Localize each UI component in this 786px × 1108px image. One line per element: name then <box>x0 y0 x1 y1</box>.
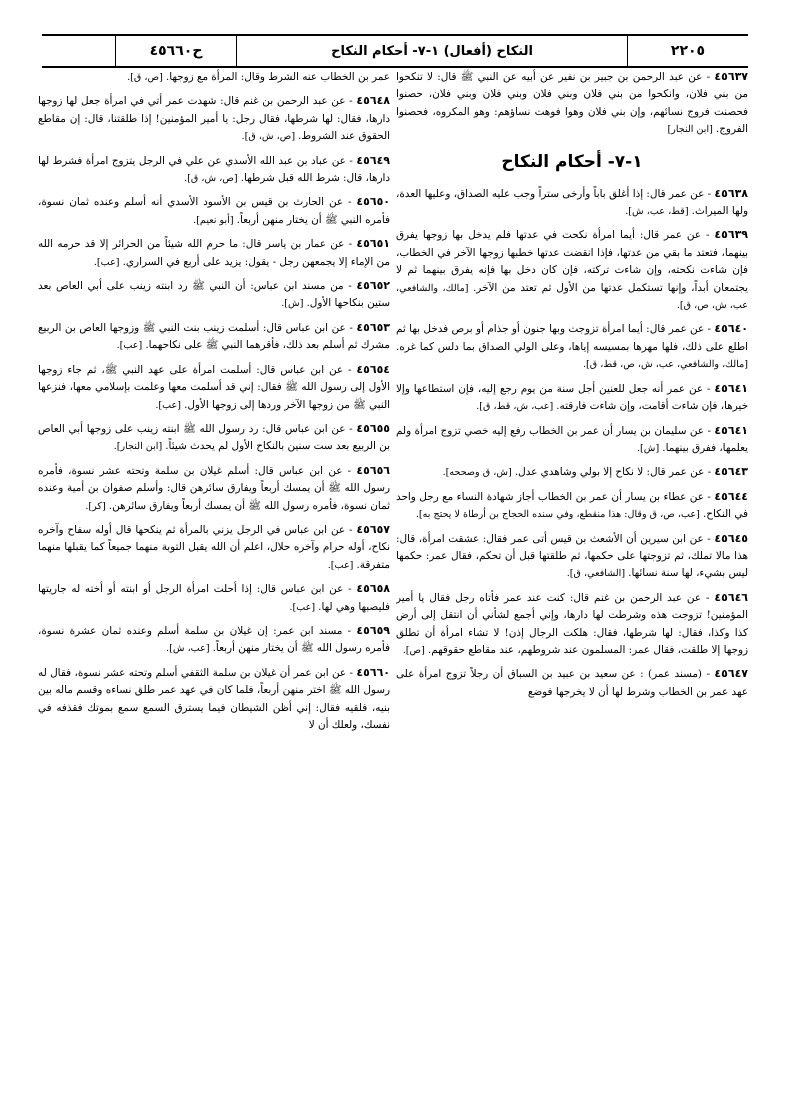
hadith-number: ٤٥٦٣٧ <box>714 70 748 83</box>
header-blank-cell <box>42 36 115 66</box>
hadith-number: ٤٥٦٤٧ <box>714 667 748 681</box>
hadith-entry <box>38 664 390 735</box>
hadith-number: ٤٥٦٤٣ <box>714 465 748 479</box>
right-column <box>396 68 748 1098</box>
hadith-entry <box>396 463 748 481</box>
hadith-entry <box>38 420 390 456</box>
hadith-number: ٤٥٦٥٣ <box>356 320 390 334</box>
hadith-text: - عن الحارث بن قيس بن الأسود الأسدي أنه أسلم وعنده ثمان نسوة، فأمره النبي ﷺ أن يختار منهن أربعاً. <box>38 196 390 226</box>
page-header <box>42 34 748 68</box>
hadith-number: ٤٥٦٥٥ <box>356 421 390 435</box>
hadith-number: ٤٥٦٤٨ <box>356 94 390 108</box>
hadith-source: [مالك، والشافعي، عب، ش، ص، قط، ق]. <box>583 359 748 371</box>
hadith-entry <box>396 185 748 221</box>
hadith-entry <box>396 320 748 373</box>
hadith-text: - عن ابن عباس قال: إذا أحلت امرأة الرجل أو ابنته أو أخته له جاريتها فليصبها وهي لها. <box>38 583 390 613</box>
hadith-source: [عب]. <box>155 399 185 411</box>
hadith-entry <box>396 589 748 660</box>
hadith-text: - عن ابن عباس قال: أسلمت زينب بنت النبي ﷺ وزوجها العاص بن الربيع مشرك ثم أسلم بعد ذلك، فأقرهما النبي ﷺ على نكاحهما. <box>38 321 390 352</box>
hadith-number: ٤٥٦٥٦ <box>356 463 390 477</box>
hadith-text: - عن عطاء بن يسار أن عمر بن الخطاب أجاز شهادة النساء مع رجل واحد في النكاح. <box>396 490 748 521</box>
hadith-source: [عب]. <box>116 340 146 352</box>
hadith-text: - عن عمار بن ياسر قال: ما حرم الله شيئاً من الحرائر إلا قد حرمه الله من الإماء إلا يجمعهن رجل - يقول: يزيد على أربع في السراري. <box>38 238 390 268</box>
page-number: ٢٢٠٥ <box>627 36 748 66</box>
hadith-text: - عن ابن عمر أن غيلان بن سلمة الثقفي أسلم وتحته عشر نسوة، فقال له رسول الله ﷺ اختر منهن أربعاً، فلما كان في عهد عمر طلق نساءه وقسم ماله بين بنيه، فلقيه فقال: إني أظن الشيطان فيما يسترق السمع سمع بموتك فقذفه في نفسك، ولعلك أن لا <box>38 666 390 731</box>
hadith-entry <box>38 68 390 86</box>
hadith-number: ٤٥٦٤٩ <box>356 153 390 167</box>
hadith-source: [عب]. <box>93 256 123 268</box>
hadith-number: ٤٥٦٤٤ <box>714 489 748 503</box>
hadith-source: [عب]. <box>327 559 357 571</box>
hadith-number: ٤٥٦٤١ <box>714 381 748 395</box>
hadith-entry <box>38 193 390 229</box>
hadith-entry <box>396 530 748 583</box>
hadith-source: [أبو نعيم]. <box>193 214 237 226</box>
hadith-entry <box>38 361 390 414</box>
hadith-text: - عن ابن عباس قال: رد رسول الله ﷺ ابنته زينب على زوجها أبي العاص بن الربيع بعد ست سنين بالنكاح الأول لم يحدث شيئاً. <box>38 422 390 453</box>
hadith-text: - (مسند عمر) : عن سعيد بن عبيد بن السباق أن رجلاً تزوج امرأة على عهد عمر بن الخطاب وشرط لها أن لا يخرجها فوضع <box>396 668 748 698</box>
hadith-entry <box>38 622 390 658</box>
hadith-text: - عن ابن عباس قال: أسلمت امرأة على عهد النبي ﷺ، ثم جاء زوجها الأول إلى رسول الله ﷺ فقال: إني قد أسلمت معها وعلمت بإسلامي معها، فنزعها النبي ﷺ من زوجها الآخر وردها إلى زوجها الأول. <box>38 363 390 411</box>
hadith-text: - مسند ابن عمر: إن غيلان بن سلمة أسلم وعنده ثمان عشرة نسوة، فأمره رسول الله ﷺ أن يختار منهن أربعاً. <box>38 624 390 655</box>
hadith-number: ٤٥٦٥٨ <box>356 582 390 596</box>
hadith-text: - من مسند ابن عباس: أن النبي ﷺ رد ابنته زينب على أبي العاص بعد ستين بنكاحها الأول. <box>38 280 390 310</box>
hadith-text: - عن عمر قال: إذا أغلق باباً وأرخى ستراً وجب عليه الصداق، وعليها العدة، ولها الميراث. <box>396 187 748 218</box>
hadith-entry <box>396 488 748 524</box>
hadith-source: [ش، ق وصححه]. <box>442 467 515 479</box>
hadith-source: [عب، ش، قط، ق]. <box>476 401 557 413</box>
hadith-source: [ص، ش، ق]. <box>241 131 299 143</box>
hadith-number: ٤٥٦٥٧ <box>356 522 390 536</box>
hadith-source: [عب، ص، ق وقال: هذا منقطع، وفي سنده الحجاج بن أرطاة لا يحتج به]. <box>415 509 703 521</box>
hadith-entry <box>396 665 748 701</box>
hadith-text: - عن عبد الرحمن بن غنم قال: كنت عند عمر فأتاه رجل فقال يا أمير المؤمنين! تزوجت هذه وشرطت لها دارها، وإني أجمع لشأني أن انتقل إلى أرض كذا وكذا، فقال: لها شرطها، فقال: هلكت الرجال إذن! لا تشاء امرأة أن تطلق زوجها إلا طلقت، فقال عمر: المسلمون عند شروطهم، عند مقاطع حقوقهم. <box>396 591 748 656</box>
hadith-source: [ص، ق]. <box>127 72 166 83</box>
hadith-source: [عب]. <box>289 601 319 613</box>
hadith-number: ٤٥٦٥٠ <box>356 195 390 209</box>
hadith-entry <box>38 319 390 355</box>
hadith-entry <box>396 380 748 416</box>
hadith-entry <box>38 462 390 515</box>
hadith-entry <box>38 92 390 145</box>
hadith-source: [ابن النجار] <box>667 124 716 136</box>
hadith-text: - عن ابن عباس قال: أسلم غيلان بن سلمة وتحته عشر نسوة، فأمره رسول الله ﷺ أن يمسك أربعاً ويفارق سائرهن قال: وأسلم صفوان بن أمية وعنده ثمان نسوة، فأمره رسول الله ﷺ أن يمسك أربعاً ويفارق سائرهن. <box>38 464 390 512</box>
hadith-source: [ش]. <box>281 298 307 310</box>
hadith-text: - عن عمر أنه جعل للعنين أجل سنة من يوم رجع إليه، فإن استطاعها وإلا خيرها، فإن شاءت أقامت، وإن شاءت فارقته. <box>396 382 748 413</box>
section-title: ١-٧- أحكام النكاح <box>501 151 643 172</box>
hadith-text: - عن ابن عباس في الرجل يزني بالمرأة ثم ينكحها قال أوله سفاح وآخره نكاح، أوله حرام وآخره حلال، اعلم أن الله يقبل التوبة منهما جميعاً كما يقبلها منهما متفرقة. <box>38 523 390 571</box>
hadith-text: عمر بن الخطاب عنه الشرط وقال: المرأة مع زوجها. <box>165 71 390 83</box>
hadith-text: - عن عباد بن عبد الله الأسدي عن علي في الرجل يتزوج امرأة فشرط لها دارها، قال: شرط الله قبل شرطها. <box>38 154 390 185</box>
hadith-range: ح٤٥٦٦٠ <box>115 36 236 66</box>
hadith-number: ٤٥٦٥١ <box>356 237 390 251</box>
hadith-text: - عن عبد الرحمن بن جبير بن نفير عن أبيه عن النبي ﷺ قال: لا تنكحوا من بني فلان، وانكحوا من بني فلان وبني فلان وبني فلان وبني فلان، حصنوا فحصنت فروج نسائهم، وإن بني فلان وهوا فوهت نساؤهم: وهو المكروه، فحصنوا الفروج. <box>396 71 748 136</box>
hadith-number: ٤٥٦٦٠ <box>356 665 390 679</box>
hadith-number: ٤٥٦٥٤ <box>356 362 390 376</box>
hadith-text: - عن عمر قال: أيما امرأة تزوجت وبها جنون أو جذام أو برص فدخل بها ثم اطلع على ذلك، فلها مهرها بمسيسه إياها، وعلى الولي الصداق بما دلس كما غره. <box>396 323 748 353</box>
hadith-source: [ابن النجار]. <box>113 441 166 453</box>
hadith-entry <box>38 580 390 616</box>
hadith-text: - عن عبد الرحمن بن غنم قال: شهدت عمر أتي في امرأة جعل لها زوجها دارها، فقال: لها شرطها، فقال رجل: يا أمير المؤمنين! إذا طلقتنا، قال: إن مقاطع الحقوق عند الشروط. <box>38 95 390 143</box>
hadith-source: [ص، ش، ق]. <box>184 173 241 185</box>
hadith-number: ٤٥٦٤١ <box>714 423 748 437</box>
hadith-text: - عن سليمان بن يسار أن عمر بن الخطاب رفع إليه خصي تزوج امرأة ولم يعلمها، ففرق بينهما. <box>396 424 748 454</box>
hadith-source: [ش]. <box>636 442 663 454</box>
hadith-entry <box>396 68 748 139</box>
hadith-number: ٤٥٦٥٢ <box>356 279 390 293</box>
hadith-source: [الشافعي، ق]. <box>566 568 629 580</box>
hadith-number: ٤٥٦٤٠ <box>714 322 748 336</box>
hadith-entry <box>38 521 390 574</box>
hadith-entry <box>38 235 390 271</box>
hadith-source: [عب، ش]. <box>166 643 213 655</box>
hadith-source: [قط، عب، ش]. <box>625 206 692 218</box>
hadith-text: - عن ابن سيرين أن الأشعث بن قيس أتى عمر فقال: عشقت امرأة، قال: هذا مالا تملك، ثم تزوجتها على حكمها، ثم طلقتها قبل أن تحكم، فقال عمر: حكمها ليس بشيء، لها سنة نسائها. <box>396 532 748 580</box>
hadith-entry <box>396 422 748 458</box>
hadith-entry <box>38 277 390 313</box>
hadith-text: - عن عمر قال: لا نكاح إلا بولي وشاهدي عدل. <box>514 466 715 479</box>
running-title: النكاح (أفعال) ١-٧- أحكام النكاح <box>236 36 627 66</box>
hadith-source: [ص]. <box>402 644 428 656</box>
hadith-text: - عن عمر قال: أيما امرأة نكحت في عدتها فلم يدخل بها زوجها يفرق بينهما، فتعتد ما بقي من عدتها، فإذا انقضت عدتها خطبها زوجها الآخر في الخطاب، فإن شاءت نكحته، وإن شاءت تركته، فإن كان دخل بها فإنه يفرق بينهما ثم لا يجتمعان أبداً، وإنها تستكمل عدتها من الأول ثم تعتد من الآخر. <box>396 229 748 294</box>
hadith-number: ٤٥٦٤٥ <box>714 531 748 545</box>
hadith-source: [مالك، والشافعي، عب، ش، ص، ق]. <box>396 282 748 312</box>
hadith-number: ٤٥٦٤٦ <box>714 590 748 604</box>
left-column <box>38 68 390 1098</box>
hadith-number: ٤٥٦٣٩ <box>714 228 748 242</box>
hadith-entry <box>38 152 390 188</box>
hadith-number: ٤٥٦٥٩ <box>356 623 390 637</box>
hadith-source: [كر]. <box>85 500 109 512</box>
hadith-number: ٤٥٦٣٨ <box>714 186 748 200</box>
hadith-entry <box>396 226 748 314</box>
